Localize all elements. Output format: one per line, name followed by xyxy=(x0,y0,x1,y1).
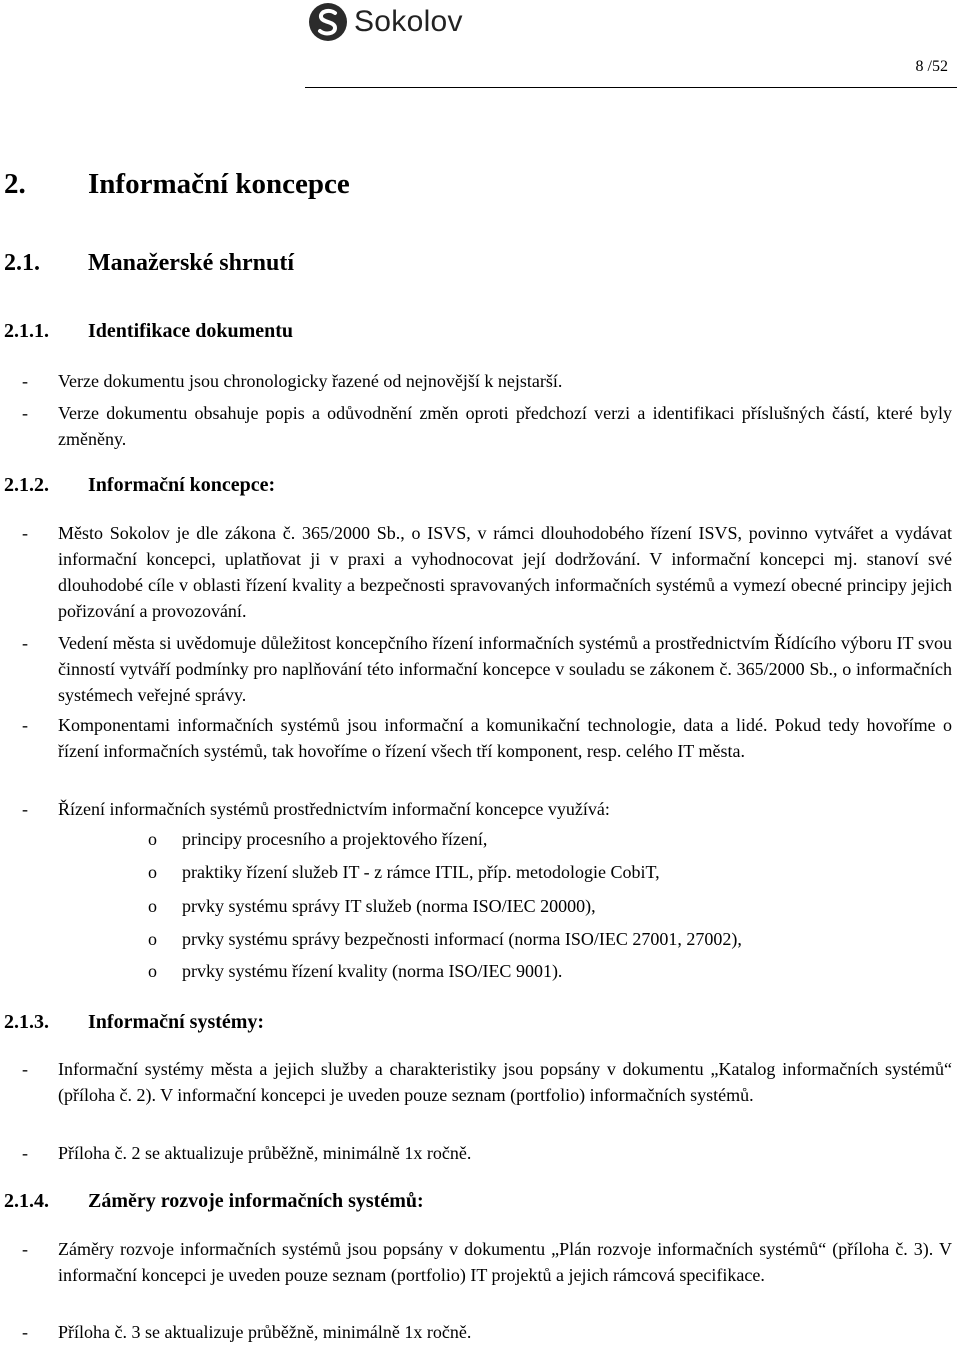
header-rule xyxy=(305,87,957,88)
bullet-dash: - xyxy=(22,403,28,423)
section-2-title: Informační koncepce: xyxy=(88,474,276,496)
heading-1-title: Informační koncepce xyxy=(88,168,350,200)
bullet-dash: - xyxy=(22,1143,28,1163)
heading-section-2 xyxy=(4,474,275,497)
heading-section-3 xyxy=(4,1011,264,1034)
section-2-bullet-4: Řízení informačních systémů prostřednictvím informační koncepce využívá: xyxy=(58,799,610,819)
bullet-dash: - xyxy=(22,371,28,391)
sub-bullet-marker: o xyxy=(148,929,157,949)
section-4-title: Záměry rozvoje informačních systémů: xyxy=(88,1190,424,1212)
heading-section-1 xyxy=(4,320,293,343)
bullet-dash: - xyxy=(22,633,28,653)
section-1-number: 2.1.1. xyxy=(4,320,49,342)
heading-2-number: 2.1. xyxy=(4,250,40,276)
section-3-bullet-1: Informační systémy města a jejich služby a charakteristiky jsou popsány v dokumentu „Katalog informačních systémů“ (příloha č. 2). V informační koncepci je uveden pouze seznam (portfolio) informačních systémů. xyxy=(58,1059,952,1105)
section-3-bullet-2: Příloha č. 2 se aktualizuje průběžně, minimálně 1x ročně. xyxy=(58,1143,472,1163)
logo-text: Sokolov xyxy=(354,5,463,38)
section-1-bullet-1: Verze dokumentu jsou chronologicky řazené od nejnovější k nejstarší. xyxy=(58,371,563,391)
page-number: 8 /52 xyxy=(915,58,948,75)
section-3-title: Informační systémy: xyxy=(88,1011,265,1033)
sub-item-3: prvky systému správy IT služeb (norma ISO/IEC 20000), xyxy=(182,896,596,916)
section-1-bullet-2: Verze dokumentu obsahuje popis a odůvodnění změn oproti předchozí verzi a identifikaci příslušných částí, které byly změněny. xyxy=(58,403,952,449)
section-2-bullet-1: Město Sokolov je dle zákona č. 365/2000 Sb., o ISVS, v rámci dlouhodobého řízení ISVS, povinno vytvářet a vydávat informační koncepci, uplatňovat ji v praxi a vyhodnocovat její dodržování. V informační koncepci mj. stanoví své dlouhodobé cíle v oblasti řízení kvality a bezpečnosti spravovaných informačních systémů a vymezí obecné principy jejich pořizování a provozování. xyxy=(58,523,952,621)
sub-item-5: prvky systému řízení kvality (norma ISO/IEC 9001). xyxy=(182,961,563,981)
heading-section-4 xyxy=(4,1190,424,1213)
bullet-dash: - xyxy=(22,799,28,819)
sub-item-4: prvky systému správy bezpečnosti informací (norma ISO/IEC 27001, 27002), xyxy=(182,929,742,949)
heading-1 xyxy=(4,168,350,201)
bullet-dash: - xyxy=(22,715,28,735)
section-4-number: 2.1.4. xyxy=(4,1190,49,1212)
section-3-number: 2.1.3. xyxy=(4,1011,49,1033)
bullet-dash: - xyxy=(22,1322,28,1342)
heading-1-number: 2. xyxy=(4,168,26,200)
section-2-number: 2.1.2. xyxy=(4,474,49,496)
section-1-title: Identifikace dokumentu xyxy=(88,320,294,342)
sub-bullet-marker: o xyxy=(148,961,157,981)
bullet-dash: - xyxy=(22,1059,28,1079)
bullet-dash: - xyxy=(22,523,28,543)
sokolov-logo xyxy=(308,2,463,42)
section-4-bullet-2: Příloha č. 3 se aktualizuje průběžně, minimálně 1x ročně. xyxy=(58,1322,472,1342)
sub-item-2: praktiky řízení služeb IT - z rámce ITIL, příp. metodologie CobiT, xyxy=(182,862,660,882)
sub-bullet-marker: o xyxy=(148,829,157,849)
sub-bullet-marker: o xyxy=(148,896,157,916)
sub-item-1: principy procesního a projektového řízení, xyxy=(182,829,488,849)
heading-2 xyxy=(4,250,294,277)
heading-2-title: Manažerské shrnutí xyxy=(88,250,294,276)
sokolov-emblem-icon xyxy=(308,2,348,42)
section-2-bullet-2: Vedení města si uvědomuje důležitost koncepčního řízení informačních systémů a prostřednictvím Řídícího výboru IT svou činností vytváří podmínky pro naplňování této informační koncepce v souladu se zákonem č. 365/2000 Sb., o informačních systémech veřejné správy. xyxy=(58,633,952,705)
bullet-dash: - xyxy=(22,1239,28,1259)
section-4-bullet-1: Záměry rozvoje informačních systémů jsou popsány v dokumentu „Plán rozvoje informačních systémů“ (příloha č. 3). V informační koncepci je uveden pouze seznam (portfolio) IT projektů a jejich rámcová specifikace. xyxy=(58,1239,952,1285)
sub-bullet-marker: o xyxy=(148,862,157,882)
section-2-bullet-3: Komponentami informačních systémů jsou informační a komunikační technologie, data a lidé. Pokud tedy hovoříme o řízení informačních systémů, tak hovoříme o řízení všech tří komponent, resp. celého IT města. xyxy=(58,715,952,761)
